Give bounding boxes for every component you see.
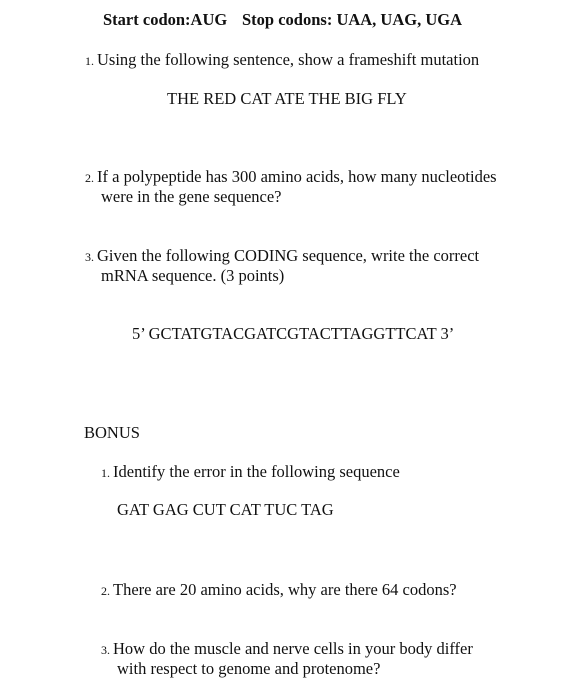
bonus-title: BONUS [84,423,140,442]
question-1-example: THE RED CAT ATE THE BIG FLY [167,89,407,108]
question-number: 3. [101,643,110,657]
question-number: 1. [101,466,110,480]
bonus-question-3 [101,639,473,659]
question-2 [85,167,497,187]
question-number: 1. [85,54,94,68]
question-2-line2: were in the gene sequence? [101,187,282,206]
bonus-question-1-example: GAT GAG CUT CAT TUC TAG [117,500,334,519]
question-text: There are 20 amino acids, why are there 64 codons? [113,580,457,599]
question-text: Using the following sentence, show a frameshift mutation [97,50,480,69]
question-number: 2. [101,584,110,598]
question-text: If a polypeptide has 300 amino acids, how many nucleotides [97,167,497,186]
question-3-example: 5’ GCTATGTACGATCGTACTTAGGTTCAT 3’ [132,324,455,343]
start-codon-header: Start codon:AUG [103,10,228,29]
question-text: How do the muscle and nerve cells in your body differ [113,639,473,658]
question-1 [85,50,479,70]
stop-codons-header: Stop codons: UAA, UAG, UGA [242,10,463,29]
question-number: 2. [85,171,94,185]
question-3-line2: mRNA sequence. (3 points) [101,266,285,285]
bonus-question-2 [101,580,457,600]
question-text: Given the following CODING sequence, write the correct [97,246,480,265]
question-3 [85,246,479,266]
bonus-question-1 [101,462,400,482]
question-text: Identify the error in the following sequence [113,462,400,481]
question-number: 3. [85,250,94,264]
bonus-question-3-line2: with respect to genome and protenome? [117,659,381,678]
